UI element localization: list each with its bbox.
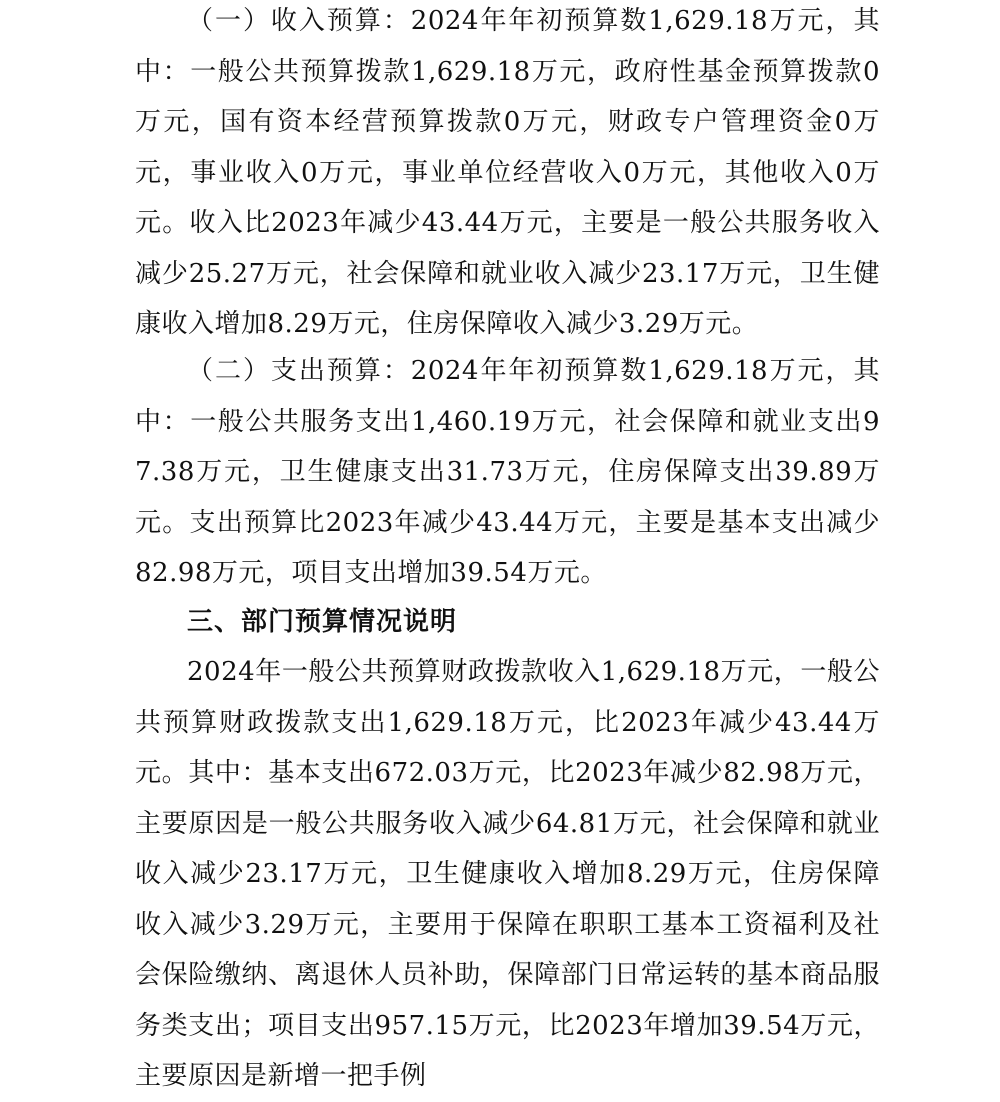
expenditure-budget-paragraph: （二）支出预算：2024年年初预算数1,629.18万元，其中：一般公共服务支出1,460.19万元，社会保障和就业支出97.38万元，卫生健康支出31.73万元，住房保障支出39.89万元。支出预算比2023年减少43.44万元，主要是基本支出减少82.98万元，项目支出增加39.54万元。: [135, 356, 880, 588]
income-budget-paragraph: （一）收入预算：2024年年初预算数1,629.18万元，其中：一般公共预算拨款1,629.18万元，政府性基金预算拨款0万元，国有资本经营预算拨款0万元，财政专户管理资金0万元，事业收入0万元，事业单位经营收入0万元，其他收入0万元。收入比2023年减少43.44万元，主要是一般公共服务收入减少25.27万元，社会保障和就业收入减少23.17万元，卫生健康收入增加8.29万元，住房保障收入减少3.29万元。: [135, 6, 880, 339]
section-three-body-paragraph: 2024年一般公共预算财政拨款收入1,629.18万元，一般公共预算财政拨款支出1,629.18万元，比2023年减少43.44万元。其中：基本支出672.03万元，比2023年减少82.98万元，主要原因是一般公共服务收入减少64.81万元，社会保障和就业收入减少23.17万元，卫生健康收入增加8.29万元，住房保障收入减少3.29万元，主要用于保障在职职工基本工资福利及社会保险缴纳、离退休人员补助，保障部门日常运转的基本商品服务类支出；项目支出957.15万元，比2023年增加39.54万元，主要原因是新增一把手例: [135, 657, 880, 1091]
section-three-heading: 三、部门预算情况说明: [187, 607, 458, 637]
